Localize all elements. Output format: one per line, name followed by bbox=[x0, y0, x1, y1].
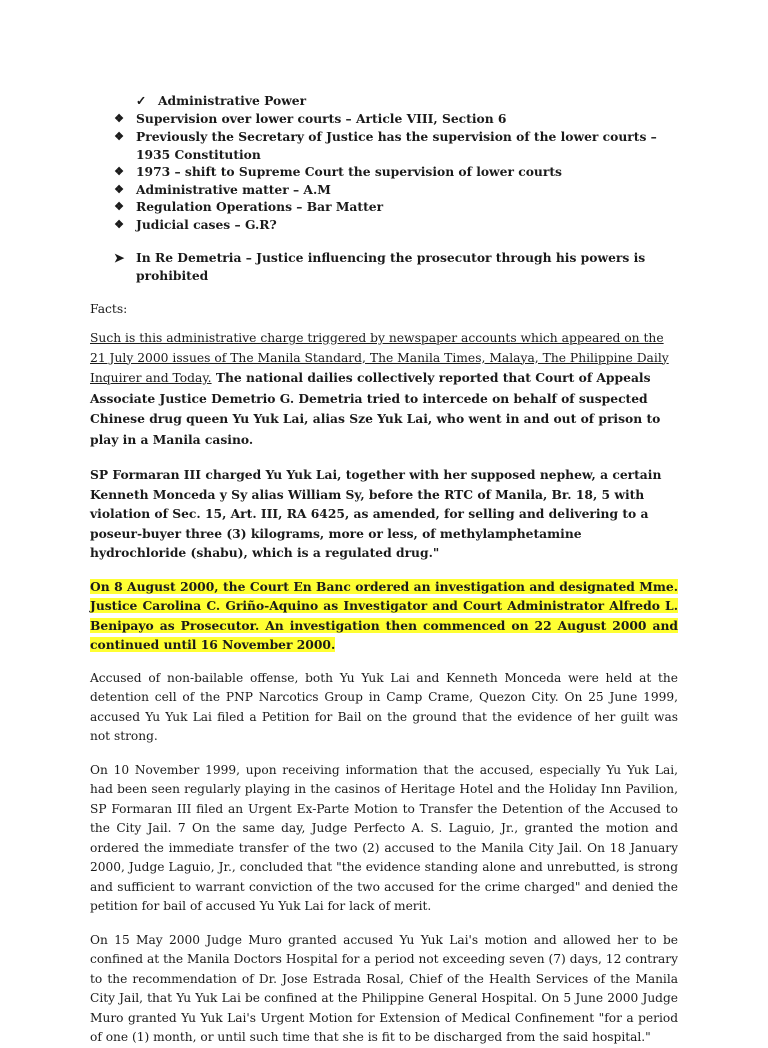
outline-diamond-item bbox=[90, 128, 678, 164]
diamond-bullet-icon: ❖ bbox=[114, 200, 124, 213]
outline-arrow-item bbox=[90, 249, 678, 285]
document-page bbox=[90, 92, 678, 1048]
paragraph-hospital: On 15 May 2000 Judge Muro granted accused Yu Yuk Lai's motion and allowed her to be confined at the Manila Doctors Hospital for a period not exceeding seven (7) days, 12 contrary to the recommendation of Dr. Jose Estrada Rosal, Chief of the Health Services of the Manila City Jail, that Yu Yuk Lai be confined at the Philippine General Hospital. On 5 June 2000 Judge Muro granted Yu Yuk Lai's Urgent Motion for Extension of Medical Confinement "for a period of one (1) month, or until such time that she is fit to be discharged from the said hospital." bbox=[90, 932, 678, 1044]
underlined-text: Such is this administrative charge triggered by newspaper accounts which appeared on the 21 July 2000 issues of The Manila Standard, The Manila Times, Malaya, The Philippine Daily Inquirer and Today. bbox=[90, 331, 669, 385]
diamond-bullet-icon: ❖ bbox=[114, 112, 124, 125]
outline-item-text: Previously the Secretary of Justice has the supervision of the lower courts – 1935 Constitution bbox=[136, 128, 657, 162]
outline-diamond-item bbox=[90, 163, 678, 181]
outline-list bbox=[90, 92, 678, 285]
diamond-bullet-icon: ❖ bbox=[114, 129, 124, 143]
outline-diamond-item bbox=[90, 198, 678, 216]
paragraph-charge: SP Formaran III charged Yu Yuk Lai, together with her supposed nephew, a certain Kenneth Monceda y Sy alias William Sy, before the RTC of Manila, Br. 18, 5 with violation of Sec. 15, Art. III, RA 6425, as amended, for selling and delivering to a poseur-buyer three (3) kilograms, more or less, of methylamphetamine hydrochloride (shabu), which is a regulated drug." bbox=[90, 467, 662, 560]
outline-diamond-item bbox=[90, 181, 678, 199]
diamond-bullet-icon: ❖ bbox=[114, 182, 124, 196]
outline-check-item bbox=[90, 92, 678, 110]
arrow-bullet-icon: ➤ bbox=[113, 250, 125, 265]
outline-item-text: Regulation Operations – Bar Matter bbox=[136, 199, 384, 214]
paragraph-investigation bbox=[90, 577, 678, 655]
outline-item-text: Judicial cases – G.R? bbox=[136, 216, 277, 232]
outline-item-text: Administrative Power bbox=[158, 93, 307, 108]
diamond-bullet-icon: ❖ bbox=[114, 165, 124, 178]
paragraph-news-accounts bbox=[90, 329, 678, 450]
outline-item-text: Supervision over lower courts – Article VIII, Section 6 bbox=[136, 111, 507, 126]
highlighted-text: On 8 August 2000, the Court En Banc ordered an investigation and designated Mme. Justice Carolina C. Griño-Aquino as Investigator and Court Administrator Alfredo L. Benipayo as Prosecutor. An investigation then commenced on 22 August 2000 and continued until 16 November 2000. bbox=[90, 578, 678, 652]
checkmark-icon: ✓ bbox=[135, 93, 147, 108]
outline-item-text: In Re Demetria – Justice influencing the prosecutor through his powers is prohibited bbox=[136, 250, 646, 283]
outline-item-text: Administrative matter – A.M bbox=[136, 181, 331, 197]
bold-text: The national dailies collectively reported that Court of Appeals Associate Justice Demetrio G. Demetria tried to intercede on behalf of suspected Chinese drug queen Yu Yuk Lai, alias Sze Yuk Lai, who went in and out of prison to play in a Manila casino. bbox=[90, 370, 661, 447]
outline-diamond-item bbox=[90, 216, 678, 234]
paragraph-detention: Accused of non-bailable offense, both Yu Yuk Lai and Kenneth Monceda were held at the detention cell of the PNP Narcotics Group in Camp Crame, Quezon City. On 25 June 1999, accused Yu Yuk Lai filed a Petition for Bail on the ground that the evidence of her guilt was not strong. bbox=[90, 670, 678, 743]
outline-diamond-item bbox=[90, 110, 678, 128]
paragraph-transfer: On 10 November 1999, upon receiving information that the accused, especially Yu Yuk Lai, had been seen regularly playing in the casinos of Heritage Hotel and the Holiday Inn Pavilion, SP Formaran III filed an Urgent Ex-Parte Motion to Transfer the Detention of the Accused to the City Jail. 7 On the same day, Judge Perfecto A. S. Laguio, Jr., granted the motion and ordered the immediate transfer of the two (2) accused to the Manila City Jail. On 18 January 2000, Judge Laguio, Jr., concluded that "the evidence standing alone and unrebutted, is strong and sufficient to warrant conviction of the two accused for the crime charged" and denied the petition for bail of accused Yu Yuk Lai for lack of merit. bbox=[90, 762, 678, 913]
diamond-bullet-icon: ❖ bbox=[114, 217, 124, 231]
facts-heading: Facts: bbox=[90, 302, 128, 316]
outline-item-text: 1973 – shift to Supreme Court the supervision of lower courts bbox=[136, 164, 562, 179]
